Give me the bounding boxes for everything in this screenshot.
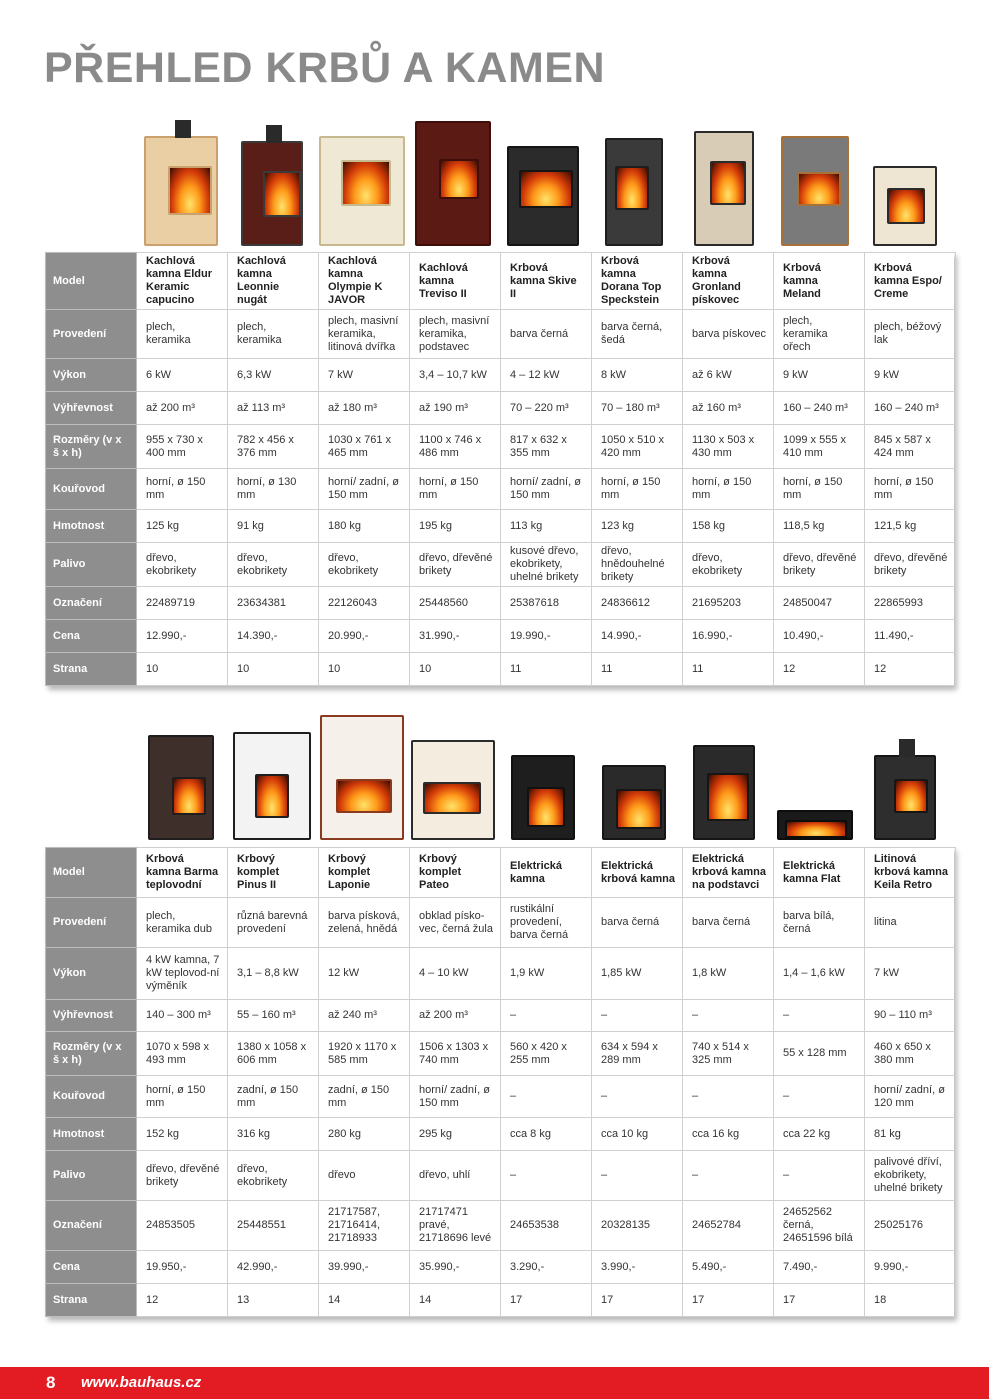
cell-hmotnost: 123 kg xyxy=(592,510,683,543)
cell-hmotnost: 121,5 kg xyxy=(865,510,956,543)
cell-vykon: 3,4 – 10,7 kW xyxy=(410,359,501,392)
product-image-cell xyxy=(770,120,861,250)
row-kourovod xyxy=(46,1076,956,1118)
cell-hmotnost: cca 22 kg xyxy=(774,1118,865,1151)
cell-model: Krbová kamna Gronland pískovec xyxy=(683,253,774,310)
cell-rozmery: 817 x 632 x 355 mm xyxy=(501,425,592,469)
cell-rozmery: 1380 x 1058 x 606 mm xyxy=(228,1032,319,1076)
cell-palivo: – xyxy=(501,1151,592,1201)
electric-stove-icon xyxy=(511,755,575,840)
cell-model: Krbová kamna Espo/ Creme xyxy=(865,253,956,310)
cell-model: Krbová kamna Meland xyxy=(774,253,865,310)
cell-strana: 13 xyxy=(228,1284,319,1317)
row-model xyxy=(46,848,956,898)
cell-palivo: dřevo, uhlí xyxy=(410,1151,501,1201)
cell-hmotnost: cca 16 kg xyxy=(683,1118,774,1151)
cell-provedeni: plech, masivní keramika, litinová dvířka xyxy=(319,310,410,359)
cell-provedeni: barva bílá, černá xyxy=(774,898,865,948)
cell-kourovod: – xyxy=(501,1076,592,1118)
product-image-cell xyxy=(408,120,499,250)
cell-vyhrevnost: až 240 m³ xyxy=(319,1000,410,1032)
cell-oznaceni: 25448560 xyxy=(410,587,501,620)
cell-kourovod: horní, ø 130 mm xyxy=(228,469,319,510)
section-2 xyxy=(45,714,954,1317)
cell-palivo: dřevo, dřevěné brikety xyxy=(774,543,865,587)
cell-kourovod: – xyxy=(683,1076,774,1118)
cell-kourovod: zadní, ø 150 mm xyxy=(228,1076,319,1118)
cell-cena: 35.990,- xyxy=(410,1251,501,1284)
row-rozmery xyxy=(46,1032,956,1076)
cell-vykon: 7 kW xyxy=(865,948,956,1000)
stove-barma-icon xyxy=(148,735,214,840)
product-image-cell xyxy=(317,714,408,844)
cell-vykon: 9 kW xyxy=(774,359,865,392)
cell-strana: 10 xyxy=(410,653,501,686)
cell-model: Krbový komplet Pinus II xyxy=(228,848,319,898)
cell-provedeni: plech, keramika xyxy=(228,310,319,359)
cell-provedeni: barva černá xyxy=(501,310,592,359)
cell-rozmery: 1050 x 510 x 420 mm xyxy=(592,425,683,469)
product-image-cell xyxy=(227,714,318,844)
cell-palivo: dřevo, dřevěné brikety xyxy=(137,1151,228,1201)
cell-vyhrevnost: až 200 m³ xyxy=(410,1000,501,1032)
cell-palivo: – xyxy=(683,1151,774,1201)
product-image-cell xyxy=(136,120,227,250)
cell-vyhrevnost: až 190 m³ xyxy=(410,392,501,425)
row-vyhrevnost xyxy=(46,392,956,425)
row-label-strana: Strana xyxy=(46,1284,137,1317)
cell-model: Kachlová kamna Leonnie nugát xyxy=(228,253,319,310)
cell-vyhrevnost: 160 – 240 m³ xyxy=(865,392,956,425)
row-strana xyxy=(46,1284,956,1317)
cell-rozmery: 782 x 456 x 376 mm xyxy=(228,425,319,469)
cell-hmotnost: 91 kg xyxy=(228,510,319,543)
cell-oznaceni: 20328135 xyxy=(592,1201,683,1251)
product-image-cell xyxy=(589,714,680,844)
cell-rozmery: 1030 x 761 x 465 mm xyxy=(319,425,410,469)
cell-hmotnost: 118,5 kg xyxy=(774,510,865,543)
row-provedeni xyxy=(46,310,956,359)
row-rozmery xyxy=(46,425,956,469)
cell-cena: 19.950,- xyxy=(137,1251,228,1284)
cell-model: Elektrická krbová kamna na podstavci xyxy=(683,848,774,898)
cell-kourovod: horní, ø 150 mm xyxy=(592,469,683,510)
product-image-cell xyxy=(860,714,951,844)
row-label-kourovod: Kouřovod xyxy=(46,469,137,510)
cell-vykon: 3,1 – 8,8 kW xyxy=(228,948,319,1000)
cell-palivo: kusové dřevo, ekobrikety, uhelné brikety xyxy=(501,543,592,587)
product-image-cell xyxy=(498,714,589,844)
row-vyhrevnost xyxy=(46,1000,956,1032)
cell-oznaceni: 24652784 xyxy=(683,1201,774,1251)
stove-espo-icon xyxy=(873,166,937,246)
cell-kourovod: zadní, ø 150 mm xyxy=(319,1076,410,1118)
cell-cena: 42.990,- xyxy=(228,1251,319,1284)
product-image-cell xyxy=(136,714,227,844)
product-image-cell xyxy=(860,120,951,250)
cell-hmotnost: 180 kg xyxy=(319,510,410,543)
cell-vyhrevnost: až 113 m³ xyxy=(228,392,319,425)
cell-cena: 14.990,- xyxy=(592,620,683,653)
product-image-cell xyxy=(408,714,499,844)
stove-meland-icon xyxy=(781,136,849,246)
cell-kourovod: horní/ zadní, ø 150 mm xyxy=(410,1076,501,1118)
cell-cena: 3.290,- xyxy=(501,1251,592,1284)
cell-provedeni: barva černá xyxy=(683,898,774,948)
cell-hmotnost: 152 kg xyxy=(137,1118,228,1151)
cell-kourovod: horní, ø 150 mm xyxy=(137,469,228,510)
row-label-hmotnost: Hmotnost xyxy=(46,1118,137,1151)
cell-oznaceni: 25387618 xyxy=(501,587,592,620)
cell-rozmery: 1920 x 1170 x 585 mm xyxy=(319,1032,410,1076)
stove-gronland-icon xyxy=(694,131,754,246)
cell-provedeni: plech, keramika dub xyxy=(137,898,228,948)
electric-flat-icon xyxy=(777,810,853,840)
cell-hmotnost: 158 kg xyxy=(683,510,774,543)
cell-vykon: až 6 kW xyxy=(683,359,774,392)
cell-hmotnost: 125 kg xyxy=(137,510,228,543)
cell-model: Litinová krbová kamna Keila Retro xyxy=(865,848,956,898)
row-hmotnost xyxy=(46,1118,956,1151)
stove-keila-icon xyxy=(874,755,936,840)
stove-olympie-icon xyxy=(319,136,405,246)
row-vykon xyxy=(46,948,956,1000)
cell-strana: 14 xyxy=(410,1284,501,1317)
cell-vykon: 9 kW xyxy=(865,359,956,392)
cell-oznaceni: 22126043 xyxy=(319,587,410,620)
cell-model: Kachlová kamna Eldur Keramic capucino xyxy=(137,253,228,310)
row-kourovod xyxy=(46,469,956,510)
cell-model: Krbový komplet Pateo xyxy=(410,848,501,898)
cell-vykon: 8 kW xyxy=(592,359,683,392)
cell-vykon: 1,9 kW xyxy=(501,948,592,1000)
cell-model: Krbová kamna Barma teplovodní xyxy=(137,848,228,898)
cell-palivo: dřevo, ekobrikety xyxy=(319,543,410,587)
row-label-oznaceni: Označení xyxy=(46,587,137,620)
cell-strana: 11 xyxy=(683,653,774,686)
cell-oznaceni: 24652562 černá, 24651596 bílá xyxy=(774,1201,865,1251)
cell-hmotnost: 280 kg xyxy=(319,1118,410,1151)
comparison-table-1 xyxy=(45,252,956,686)
row-label-hmotnost: Hmotnost xyxy=(46,510,137,543)
stove-leonnie-icon xyxy=(241,141,303,246)
row-label-vykon: Výkon xyxy=(46,948,137,1000)
cell-rozmery: 1099 x 555 x 410 mm xyxy=(774,425,865,469)
cell-oznaceni: 24853505 xyxy=(137,1201,228,1251)
cell-provedeni: obklad písko-vec, černá žula xyxy=(410,898,501,948)
cell-provedeni: plech, béžový lak xyxy=(865,310,956,359)
cell-strana: 10 xyxy=(137,653,228,686)
cell-strana: 17 xyxy=(683,1284,774,1317)
cell-oznaceni: 25448551 xyxy=(228,1201,319,1251)
row-palivo xyxy=(46,543,956,587)
row-label-cena: Cena xyxy=(46,1251,137,1284)
cell-model: Krbová kamna Dorana Top Speckstein xyxy=(592,253,683,310)
cell-provedeni: plech, keramika ořech xyxy=(774,310,865,359)
row-model xyxy=(46,253,956,310)
cell-rozmery: 955 x 730 x 400 mm xyxy=(137,425,228,469)
cell-provedeni: barva písková, zelená, hnědá xyxy=(319,898,410,948)
cell-vykon: 7 kW xyxy=(319,359,410,392)
cell-vyhrevnost: 70 – 220 m³ xyxy=(501,392,592,425)
product-image-cell xyxy=(679,714,770,844)
row-label-strana: Strana xyxy=(46,653,137,686)
cell-vyhrevnost: – xyxy=(501,1000,592,1032)
cell-vyhrevnost: až 160 m³ xyxy=(683,392,774,425)
cell-palivo: dřevo, dřevěné brikety xyxy=(410,543,501,587)
cell-oznaceni: 22489719 xyxy=(137,587,228,620)
comparison-table-2 xyxy=(45,847,956,1317)
cell-vyhrevnost: až 200 m³ xyxy=(137,392,228,425)
cell-strana: 17 xyxy=(592,1284,683,1317)
row-label-model: Model xyxy=(46,253,137,310)
cell-model: Kachlová kamna Treviso II xyxy=(410,253,501,310)
cell-provedeni: plech, masivní keramika, podstavec xyxy=(410,310,501,359)
cell-oznaceni: 24653538 xyxy=(501,1201,592,1251)
row-provedeni xyxy=(46,898,956,948)
row-palivo xyxy=(46,1151,956,1201)
cell-palivo: dřevo xyxy=(319,1151,410,1201)
cell-strana: 12 xyxy=(137,1284,228,1317)
footer-url[interactable]: www.bauhaus.cz xyxy=(81,1374,202,1391)
cell-cena: 3.990,- xyxy=(592,1251,683,1284)
cell-strana: 17 xyxy=(774,1284,865,1317)
row-label-rozmery: Rozměry (v x š x h) xyxy=(46,425,137,469)
cell-cena: 9.990,- xyxy=(865,1251,956,1284)
product-image-cell xyxy=(317,120,408,250)
row-label-rozmery: Rozměry (v x š x h) xyxy=(46,1032,137,1076)
cell-palivo: dřevo, ekobrikety xyxy=(683,543,774,587)
row-label-model: Model xyxy=(46,848,137,898)
cell-kourovod: horní, ø 150 mm xyxy=(683,469,774,510)
row-cena xyxy=(46,620,956,653)
cell-cena: 10.490,- xyxy=(774,620,865,653)
cell-palivo: dřevo, ekobrikety xyxy=(137,543,228,587)
cell-provedeni: různá barevná provedení xyxy=(228,898,319,948)
fireplace-pinus-icon xyxy=(233,732,311,840)
cell-provedeni: litina xyxy=(865,898,956,948)
cell-palivo: dřevo, hnědouhelné brikety xyxy=(592,543,683,587)
cell-oznaceni: 21717471 pravé, 21718696 levé xyxy=(410,1201,501,1251)
cell-model: Elektrická kamna Flat xyxy=(774,848,865,898)
row-label-palivo: Palivo xyxy=(46,543,137,587)
cell-rozmery: 1100 x 746 x 486 mm xyxy=(410,425,501,469)
cell-model: Krbová kamna Skive II xyxy=(501,253,592,310)
cell-vykon: 6 kW xyxy=(137,359,228,392)
product-image-cell xyxy=(679,120,770,250)
cell-cena: 12.990,- xyxy=(137,620,228,653)
row-label-oznaceni: Označení xyxy=(46,1201,137,1251)
cell-palivo: palivové dříví, ekobrikety, uhelné brikety xyxy=(865,1151,956,1201)
cell-kourovod: horní/ zadní, ø 120 mm xyxy=(865,1076,956,1118)
cell-palivo: dřevo, dřevěné brikety xyxy=(865,543,956,587)
row-label-vykon: Výkon xyxy=(46,359,137,392)
cell-cena: 14.390,- xyxy=(228,620,319,653)
cell-model: Elektrická kamna xyxy=(501,848,592,898)
cell-vykon: 4 kW kamna, 7 kW teplovod-ní výměník xyxy=(137,948,228,1000)
fireplace-pateo-icon xyxy=(411,740,495,840)
cell-vyhrevnost: 70 – 180 m³ xyxy=(592,392,683,425)
stove-skive-icon xyxy=(507,146,579,246)
cell-palivo: dřevo, ekobrikety xyxy=(228,543,319,587)
cell-strana: 12 xyxy=(774,653,865,686)
cell-rozmery: 55 x 128 mm xyxy=(774,1032,865,1076)
cell-model: Kachlová kamna Olympie K JAVOR xyxy=(319,253,410,310)
cell-vyhrevnost: – xyxy=(592,1000,683,1032)
row-hmotnost xyxy=(46,510,956,543)
cell-hmotnost: 316 kg xyxy=(228,1118,319,1151)
product-images-1 xyxy=(45,120,954,250)
cell-provedeni: barva pískovec xyxy=(683,310,774,359)
row-label-provedeni: Provedení xyxy=(46,898,137,948)
cell-hmotnost: 295 kg xyxy=(410,1118,501,1151)
cell-strana: 10 xyxy=(228,653,319,686)
cell-kourovod: horní, ø 150 mm xyxy=(865,469,956,510)
cell-hmotnost: cca 10 kg xyxy=(592,1118,683,1151)
cell-cena: 7.490,- xyxy=(774,1251,865,1284)
electric-fireplace-icon xyxy=(602,765,666,840)
cell-cena: 16.990,- xyxy=(683,620,774,653)
cell-provedeni: barva černá, šedá xyxy=(592,310,683,359)
cell-rozmery: 460 x 650 x 380 mm xyxy=(865,1032,956,1076)
stove-eldur-icon xyxy=(144,136,218,246)
cell-vykon: 1,8 kW xyxy=(683,948,774,1000)
cell-kourovod: – xyxy=(774,1076,865,1118)
cell-vyhrevnost: 90 – 110 m³ xyxy=(865,1000,956,1032)
cell-strana: 17 xyxy=(501,1284,592,1317)
product-image-cell xyxy=(227,120,318,250)
cell-strana: 18 xyxy=(865,1284,956,1317)
row-oznaceni xyxy=(46,1201,956,1251)
cell-strana: 12 xyxy=(865,653,956,686)
product-images-2 xyxy=(45,714,954,844)
cell-vyhrevnost: – xyxy=(683,1000,774,1032)
cell-hmotnost: 81 kg xyxy=(865,1118,956,1151)
row-oznaceni xyxy=(46,587,956,620)
cell-hmotnost: cca 8 kg xyxy=(501,1118,592,1151)
cell-rozmery: 845 x 587 x 424 mm xyxy=(865,425,956,469)
cell-provedeni: plech, keramika xyxy=(137,310,228,359)
cell-kourovod: horní/ zadní, ø 150 mm xyxy=(501,469,592,510)
cell-vykon: 6,3 kW xyxy=(228,359,319,392)
cell-vyhrevnost: 160 – 240 m³ xyxy=(774,392,865,425)
row-label-kourovod: Kouřovod xyxy=(46,1076,137,1118)
cell-kourovod: horní, ø 150 mm xyxy=(137,1076,228,1118)
product-image-cell xyxy=(498,120,589,250)
cell-vykon: 4 – 10 kW xyxy=(410,948,501,1000)
cell-vykon: 1,4 – 1,6 kW xyxy=(774,948,865,1000)
cell-oznaceni: 21695203 xyxy=(683,587,774,620)
cell-provedeni: barva černá xyxy=(592,898,683,948)
cell-oznaceni: 21717587, 21716414, 21718933 xyxy=(319,1201,410,1251)
cell-kourovod: – xyxy=(592,1076,683,1118)
row-label-cena: Cena xyxy=(46,620,137,653)
cell-vykon: 12 kW xyxy=(319,948,410,1000)
cell-palivo: – xyxy=(592,1151,683,1201)
cell-kourovod: horní, ø 150 mm xyxy=(410,469,501,510)
cell-oznaceni: 25025176 xyxy=(865,1201,956,1251)
cell-cena: 19.990,- xyxy=(501,620,592,653)
row-label-palivo: Palivo xyxy=(46,1151,137,1201)
cell-rozmery: 1130 x 503 x 430 mm xyxy=(683,425,774,469)
stove-dorana-icon xyxy=(605,138,663,246)
product-image-cell xyxy=(770,714,861,844)
cell-rozmery: 1070 x 598 x 493 mm xyxy=(137,1032,228,1076)
cell-strana: 11 xyxy=(592,653,683,686)
page-number: 8 xyxy=(46,1373,56,1392)
cell-model: Elektrická krbová kamna xyxy=(592,848,683,898)
row-cena xyxy=(46,1251,956,1284)
row-label-vyhrevnost: Výhřevnost xyxy=(46,1000,137,1032)
cell-kourovod: horní, ø 150 mm xyxy=(774,469,865,510)
cell-oznaceni: 22865993 xyxy=(865,587,956,620)
product-image-cell xyxy=(589,120,680,250)
cell-cena: 11.490,- xyxy=(865,620,956,653)
section-1 xyxy=(45,120,954,686)
cell-strana: 10 xyxy=(319,653,410,686)
cell-oznaceni: 23634381 xyxy=(228,587,319,620)
cell-vykon: 4 – 12 kW xyxy=(501,359,592,392)
row-label-vyhrevnost: Výhřevnost xyxy=(46,392,137,425)
row-vykon xyxy=(46,359,956,392)
cell-provedeni: rustikální provedení, barva černá xyxy=(501,898,592,948)
cell-rozmery: 560 x 420 x 255 mm xyxy=(501,1032,592,1076)
cell-hmotnost: 113 kg xyxy=(501,510,592,543)
cell-vyhrevnost: 140 – 300 m³ xyxy=(137,1000,228,1032)
cell-oznaceni: 24850047 xyxy=(774,587,865,620)
stove-treviso-icon xyxy=(415,121,491,246)
cell-cena: 39.990,- xyxy=(319,1251,410,1284)
cell-oznaceni: 24836612 xyxy=(592,587,683,620)
row-label-provedeni: Provedení xyxy=(46,310,137,359)
cell-strana: 11 xyxy=(501,653,592,686)
page-title: PŘEHLED KRBŮ A KAMEN xyxy=(44,44,606,92)
cell-strana: 14 xyxy=(319,1284,410,1317)
cell-vyhrevnost: až 180 m³ xyxy=(319,392,410,425)
cell-cena: 20.990,- xyxy=(319,620,410,653)
electric-fireplace-stand-icon xyxy=(693,745,755,840)
cell-vykon: 1,85 kW xyxy=(592,948,683,1000)
cell-vyhrevnost: 55 – 160 m³ xyxy=(228,1000,319,1032)
cell-palivo: – xyxy=(774,1151,865,1201)
cell-model: Krbový komplet Laponie xyxy=(319,848,410,898)
cell-rozmery: 634 x 594 x 289 mm xyxy=(592,1032,683,1076)
cell-kourovod: horní/ zadní, ø 150 mm xyxy=(319,469,410,510)
row-strana xyxy=(46,653,956,686)
cell-vyhrevnost: – xyxy=(774,1000,865,1032)
cell-cena: 5.490,- xyxy=(683,1251,774,1284)
cell-palivo: dřevo, ekobrikety xyxy=(228,1151,319,1201)
cell-hmotnost: 195 kg xyxy=(410,510,501,543)
fireplace-laponie-icon xyxy=(320,715,404,840)
cell-rozmery: 740 x 514 x 325 mm xyxy=(683,1032,774,1076)
cell-rozmery: 1506 x 1303 x 740 mm xyxy=(410,1032,501,1076)
cell-cena: 31.990,- xyxy=(410,620,501,653)
